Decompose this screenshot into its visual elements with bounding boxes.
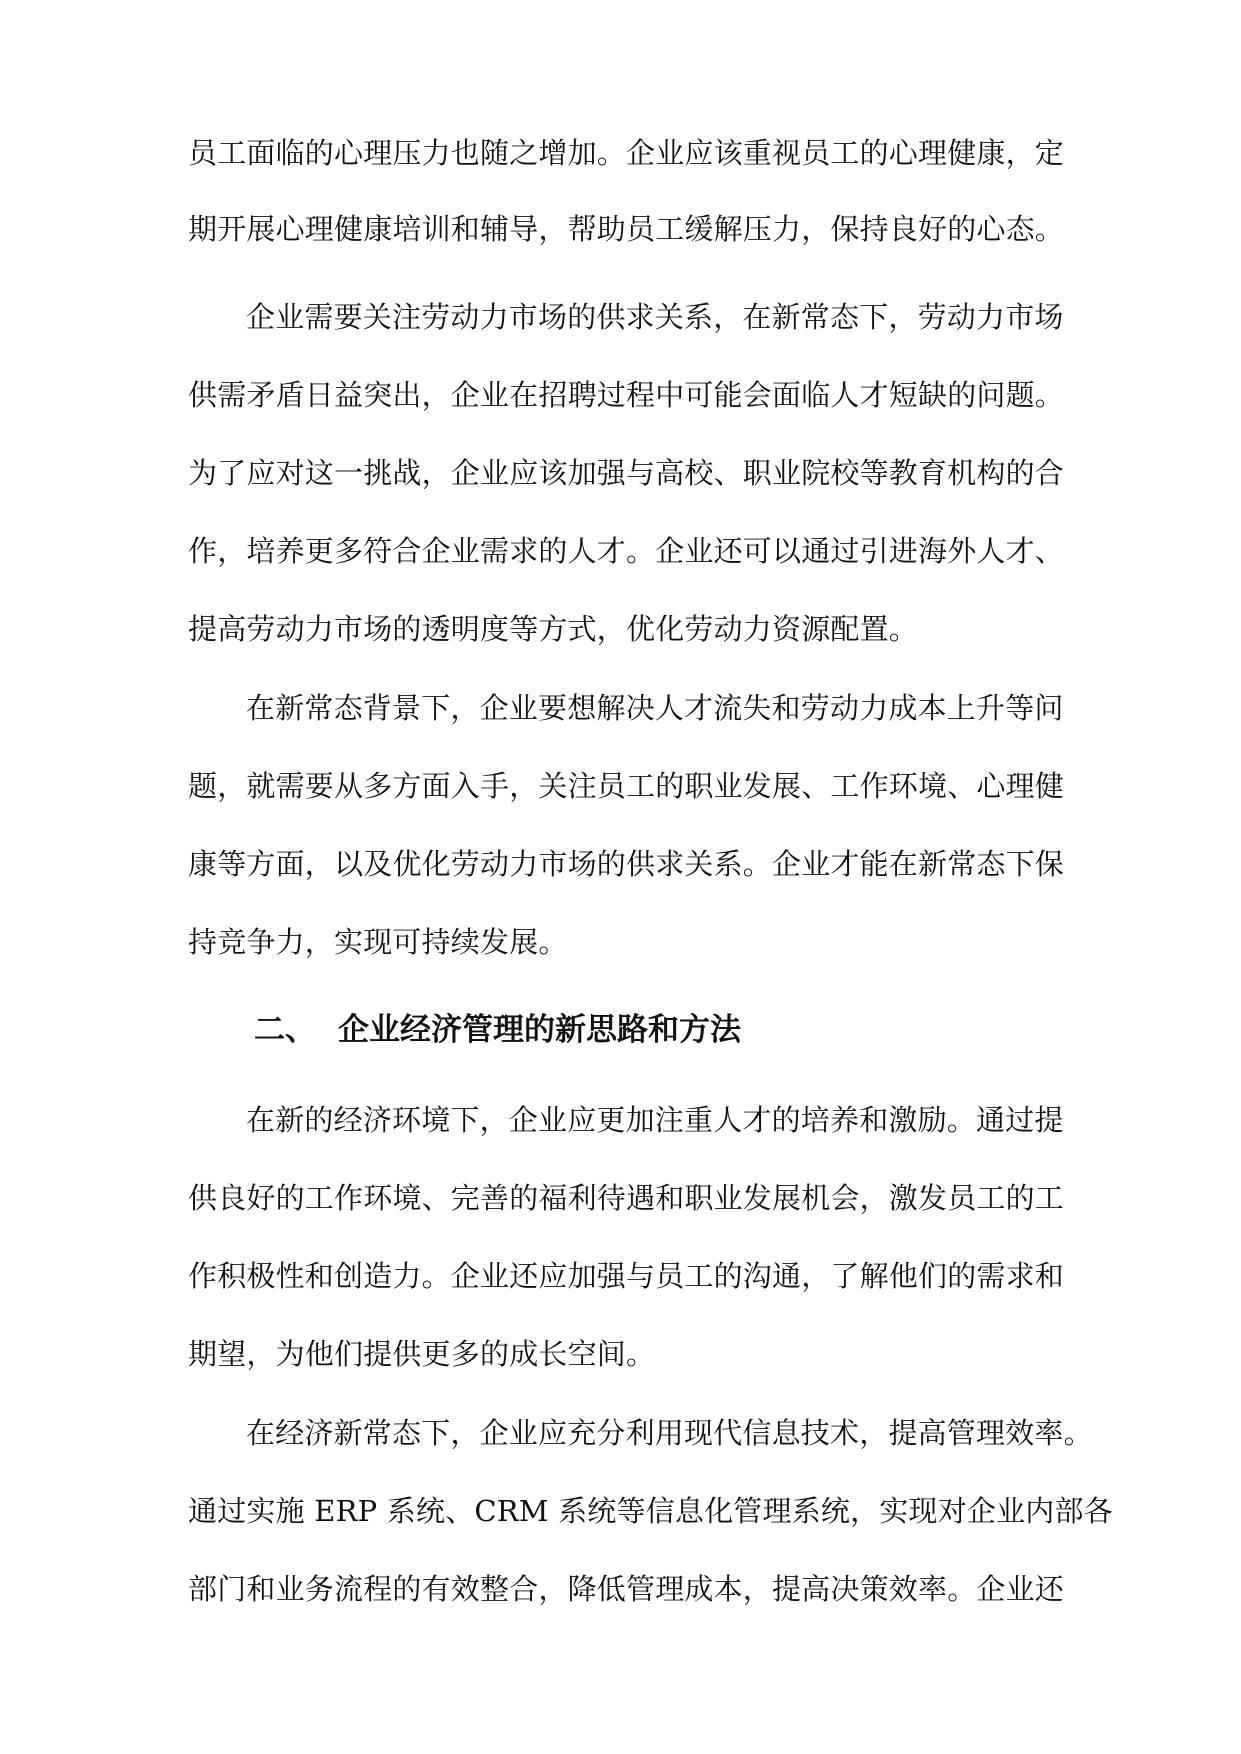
section-title: 企业经济管理的新思路和方法 bbox=[338, 1012, 741, 1048]
section-paragraph-2-line-2: 通过实施 ERP 系统、CRM 系统等信息化管理系统，实现对企业内部各 bbox=[188, 1494, 1113, 1528]
paragraph-1-line-2: 期开展心理健康培训和辅导，帮助员工缓解压力，保持良好的心态。 bbox=[188, 212, 1065, 246]
paragraph-2-line-2: 供需矛盾日益突出，企业在招聘过程中可能会面临人才短缺的问题。 bbox=[188, 378, 1065, 412]
section-paragraph-2-line-3: 部门和业务流程的有效整合，降低管理成本，提高决策效率。企业还 bbox=[188, 1572, 1065, 1606]
paragraph-3-line-4: 持竞争力，实现可持续发展。 bbox=[188, 925, 568, 959]
paragraph-2-line-1: 企业需要关注劳动力市场的供求关系，在新常态下，劳动力市场 bbox=[246, 300, 1064, 334]
section-heading bbox=[254, 1008, 741, 1052]
section-paragraph-2-line-1: 在经济新常态下，企业应充分利用现代信息技术，提高管理效率。 bbox=[246, 1416, 1093, 1450]
section-paragraph-1-line-2: 供良好的工作环境、完善的福利待遇和职业发展机会，激发员工的工 bbox=[188, 1181, 1065, 1215]
paragraph-1-line-1: 员工面临的心理压力也随之增加。企业应该重视员工的心理健康，定 bbox=[188, 136, 1065, 170]
section-paragraph-1-line-3: 作积极性和创造力。企业还应加强与员工的沟通，了解他们的需求和 bbox=[188, 1259, 1065, 1293]
paragraph-2-line-3: 为了应对这一挑战，企业应该加强与高校、职业院校等教育机构的合 bbox=[188, 456, 1065, 490]
paragraph-3-line-1: 在新常态背景下，企业要想解决人才流失和劳动力成本上升等问 bbox=[246, 691, 1064, 725]
section-paragraph-1-line-4: 期望，为他们提供更多的成长空间。 bbox=[188, 1337, 656, 1371]
section-number: 二、 bbox=[254, 1012, 316, 1048]
paragraph-3-line-3: 康等方面，以及优化劳动力市场的供求关系。企业才能在新常态下保 bbox=[188, 847, 1065, 881]
section-paragraph-1-line-1: 在新的经济环境下，企业应更加注重人才的培养和激励。通过提 bbox=[246, 1103, 1064, 1137]
paragraph-2-line-5: 提高劳动力市场的透明度等方式，优化劳动力资源配置。 bbox=[188, 612, 919, 646]
paragraph-3-line-2: 题，就需要从多方面入手，关注员工的职业发展、工作环境、心理健 bbox=[188, 769, 1065, 803]
paragraph-2-line-4: 作，培养更多符合企业需求的人才。企业还可以通过引进海外人才、 bbox=[188, 534, 1065, 568]
